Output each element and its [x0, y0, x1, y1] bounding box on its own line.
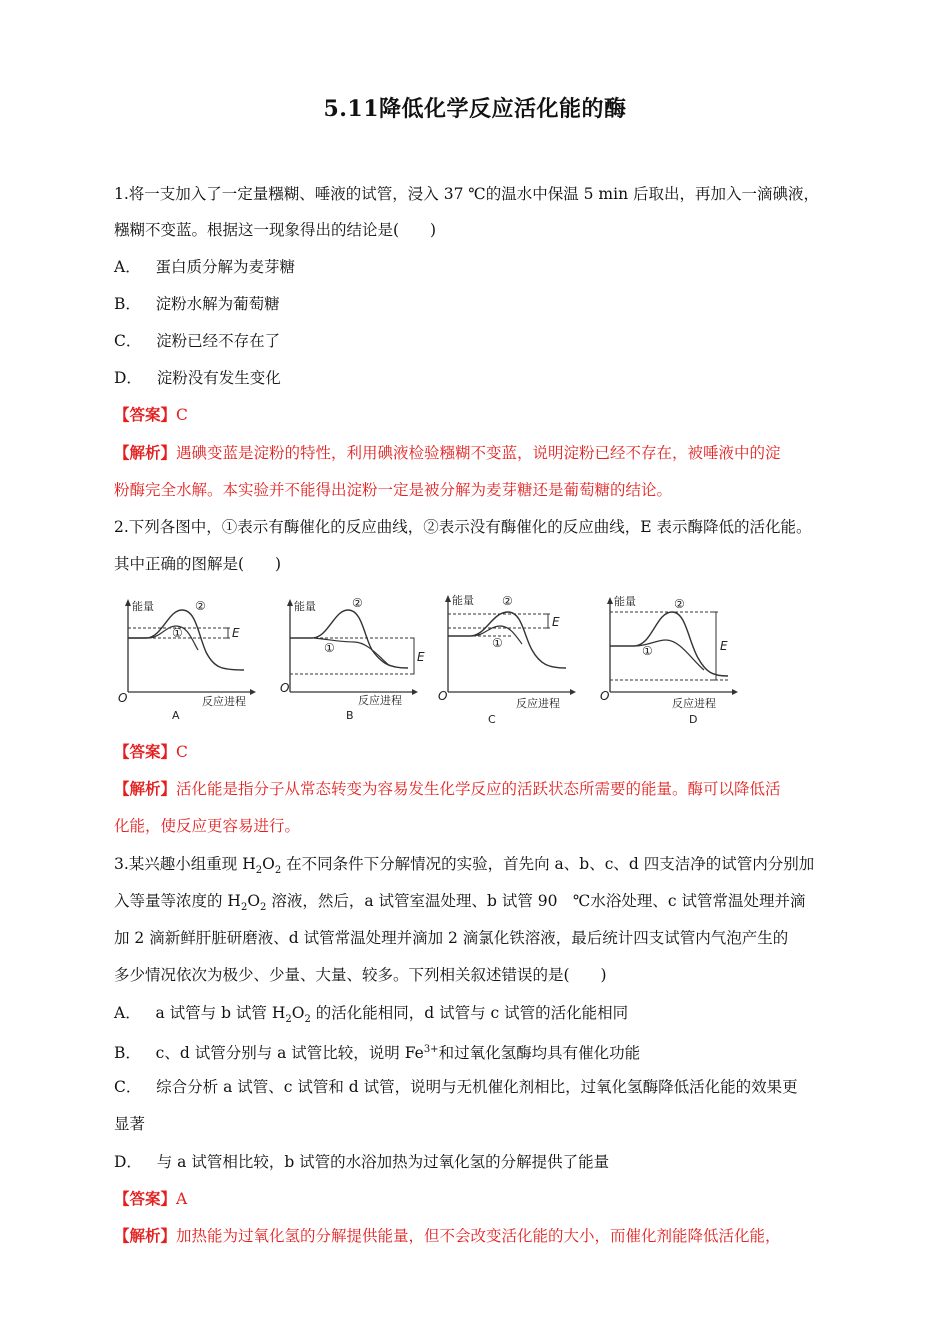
- page-title: 5.11降低化学反应活化能的酶: [323, 96, 627, 122]
- option-letter: A．: [114, 258, 141, 276]
- option-letter: C．: [114, 332, 142, 350]
- analysis-text: 遇碘变蓝是淀粉的特性，利用碘液检验糨糊不变蓝，说明淀粉已经不存在，被唾液中的淀: [176, 444, 781, 462]
- x-axis-label: 反应进程: [358, 694, 402, 707]
- subscript: 2: [255, 865, 263, 877]
- q2-analysis-line2: 化能，使反应更容易进行。: [114, 817, 301, 835]
- q1-option-b: [114, 293, 840, 315]
- q1-analysis-line1: [114, 442, 840, 464]
- figure-label: B: [346, 709, 354, 722]
- text-run: 入等量等浓度的 H: [114, 892, 241, 910]
- figure-d: [594, 588, 744, 724]
- q2-analysis-line1: [114, 778, 840, 800]
- q3-option-c: [114, 1076, 840, 1098]
- curve-2: [128, 610, 244, 670]
- origin-label: O: [280, 681, 290, 695]
- q1-analysis-line2: 粉酶完全水解。本实验并不能得出淀粉一定是被分解为麦芽糖还是葡萄糖的结论。: [114, 481, 673, 499]
- q3-analysis-line1: [114, 1225, 840, 1247]
- x-axis-label: 反应进程: [202, 695, 246, 708]
- q3-option-d: [114, 1151, 840, 1173]
- y-axis-label: 能量: [132, 600, 154, 613]
- x-axis-arrow: [250, 689, 256, 695]
- e-label: E: [417, 650, 425, 664]
- subscript: 2: [304, 1014, 311, 1026]
- x-axis-arrow: [732, 689, 738, 695]
- q3-stem-line3: 加 2 滴新鲜肝脏研磨液、d 试管常温处理并滴加 2 滴氯化铁溶液，最后统计四支试管内气泡产生的: [114, 929, 789, 947]
- curve-1-label: ①: [492, 636, 503, 650]
- analysis-text: 活化能是指分子从常态转变为容易发生化学反应的活跃状态所需要的能量。酶可以降低活: [176, 780, 781, 798]
- figure-label: D: [689, 713, 698, 726]
- curve-2: [290, 610, 408, 668]
- option-letter: D．: [114, 369, 142, 387]
- x-axis-label: 反应进程: [516, 697, 560, 710]
- option-text: 蛋白质分解为麦芽糖: [155, 258, 295, 276]
- option-letter: B．: [114, 295, 141, 313]
- q3-stem-line4: 多少情况依次为极少、少量、大量、较多。下列相关叙述错误的是( ): [114, 966, 607, 984]
- text-run: 和过氧化氢酶均具有催化功能: [438, 1044, 641, 1063]
- x-axis-arrow: [412, 689, 418, 695]
- x-axis-label: 反应进程: [672, 697, 716, 710]
- curve-1-label: ①: [642, 644, 653, 658]
- figure-a: [112, 588, 262, 724]
- curve-1-label: ①: [324, 641, 335, 655]
- answer-label: 【答案】: [114, 742, 177, 761]
- analysis-label: 【解析】: [114, 779, 177, 798]
- y-axis-arrow: [287, 599, 293, 606]
- answer-value: C: [176, 743, 188, 761]
- figure-label: A: [172, 709, 180, 722]
- option-text: 与 a 试管相比较，b 试管的水浴加热为过氧化氢的分解提供了能量: [156, 1153, 610, 1171]
- curve-2-label: ②: [195, 599, 206, 613]
- text-run: O: [247, 892, 261, 910]
- q1-stem-line2: 糨糊不变蓝。根据这一现象得出的结论是( ): [114, 221, 437, 239]
- subscript: 2: [274, 865, 282, 877]
- analysis-label: 【解析】: [114, 443, 177, 462]
- text-run: 综合分析 a 试管、c 试管和 d 试管，说明与无机催化剂相比，过氧化氢酶降低活化能的效果更: [156, 1078, 798, 1096]
- option-letter: D．: [114, 1153, 142, 1171]
- figure-b: [274, 588, 424, 724]
- option-text: 淀粉已经不存在了: [156, 332, 281, 350]
- q3-option-a: [114, 1002, 840, 1031]
- text-run: a 试管与 b 试管 H: [155, 1004, 286, 1022]
- option-text: 淀粉水解为葡萄糖: [155, 295, 280, 313]
- q2-stem-line2: 其中正确的图解是( ): [114, 555, 282, 573]
- analysis-text: 加热能为过氧化氢的分解提供能量，但不会改变活化能的大小，而催化剂能降低活化能，: [176, 1227, 781, 1245]
- curve-2-label: ②: [352, 596, 363, 610]
- option-text: 淀粉没有发生变化: [156, 369, 281, 387]
- subscript: 2: [260, 902, 267, 914]
- q3-stem-line2: [114, 890, 840, 919]
- y-axis-arrow: [607, 597, 613, 604]
- subscript: 2: [240, 902, 248, 914]
- e-bracket: [224, 628, 228, 638]
- analysis-label: 【解析】: [114, 1226, 177, 1245]
- curve-2-label: ②: [674, 597, 685, 611]
- option-letter: A．: [114, 1004, 141, 1022]
- e-label: E: [720, 639, 728, 653]
- figure-c: [432, 588, 582, 724]
- option-letter: C．: [114, 1078, 142, 1096]
- answer-value: C: [176, 406, 188, 424]
- subscript: 2: [285, 1014, 292, 1026]
- text-run: O: [291, 1004, 305, 1022]
- origin-label: O: [438, 689, 448, 703]
- q3-stem-line1: [114, 853, 840, 882]
- text-run: O: [262, 855, 275, 873]
- figure-label: C: [488, 713, 496, 726]
- x-axis-arrow: [570, 689, 576, 695]
- text-run: c、d 试管分别与 a 试管比较，说明 Fe: [155, 1044, 424, 1063]
- y-axis-label: 能量: [614, 595, 636, 608]
- e-bracket: [544, 614, 548, 628]
- e-label: E: [232, 626, 240, 640]
- answer-label: 【答案】: [114, 405, 177, 424]
- curve-1-label: ①: [172, 626, 183, 640]
- y-axis-label: 能量: [452, 594, 474, 607]
- curve-2-label: ②: [502, 594, 513, 608]
- option-letter: B．: [114, 1044, 141, 1063]
- q1-stem-line1: 1.将一支加入了一定量糨糊、唾液的试管，浸入 37 ℃的温水中保温 5 min 后取出，再加入一滴碘液，: [114, 185, 819, 203]
- y-axis-label: 能量: [294, 600, 316, 613]
- e-bracket: [712, 612, 716, 680]
- answer-value: A: [176, 1190, 188, 1208]
- text-run: 在不同条件下分解情况的实验，首先向 a、b、c、d 四支洁净的试管内分别加: [281, 855, 815, 873]
- e-label: E: [552, 615, 560, 629]
- y-axis-arrow: [125, 599, 131, 606]
- e-bracket: [410, 638, 414, 674]
- answer-label: 【答案】: [114, 1189, 177, 1208]
- q3-answer: [114, 1188, 840, 1210]
- q2-answer: [114, 741, 840, 763]
- curve-2: [610, 612, 728, 676]
- q1-option-d: [114, 367, 840, 389]
- text-run: 的活化能相同，d 试管与 c 试管的活化能相同: [310, 1004, 629, 1022]
- text-run: 3.某兴趣小组重现 H: [114, 855, 256, 873]
- origin-label: O: [118, 691, 128, 705]
- q1-answer: [114, 404, 840, 426]
- superscript: 3+: [423, 1044, 439, 1055]
- q1-option-c: [114, 330, 840, 352]
- origin-label: O: [600, 689, 610, 703]
- y-axis-arrow: [445, 595, 451, 602]
- q2-stem-line1: 2.下列各图中，①表示有酶催化的反应曲线，②表示没有酶催化的反应曲线，E 表示酶降低的活化能。: [114, 518, 812, 536]
- text-run: 溶液，然后，a 试管室温处理、b 试管 90 ℃水浴处理、c 试管常温处理并滴: [266, 892, 806, 910]
- q3-option-b: [114, 1039, 840, 1064]
- q3-option-c-line2: 显著: [114, 1115, 146, 1133]
- q1-option-a: [114, 256, 840, 278]
